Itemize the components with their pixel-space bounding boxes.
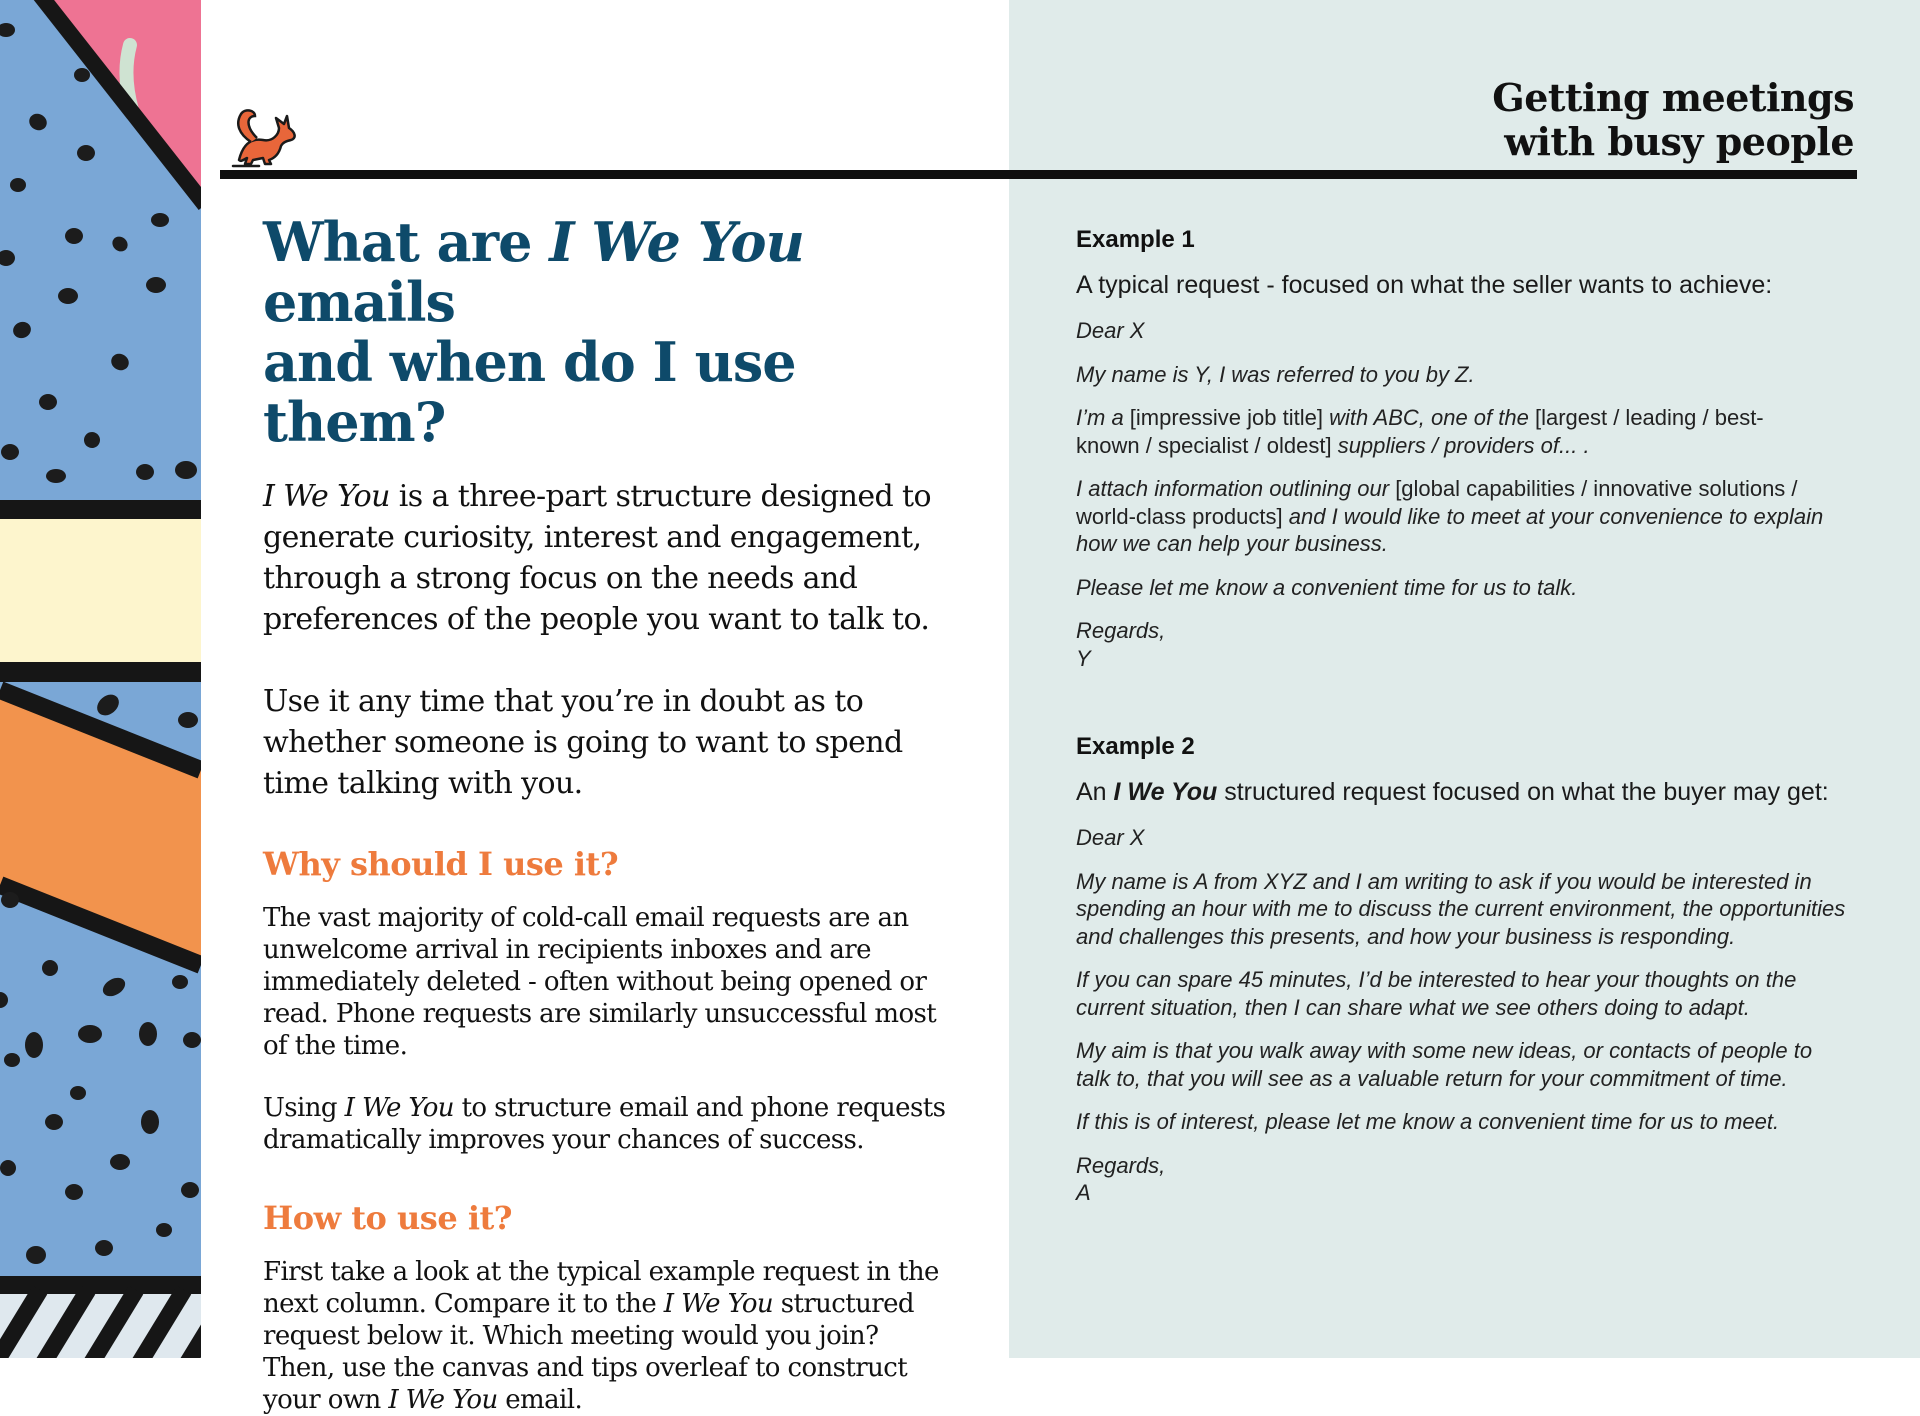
usage-paragraph xyxy=(263,681,973,804)
example-1-please-line: Please let me know a convenient time for us to talk. xyxy=(1076,574,1578,600)
email-text: spending an hour with me to discuss the current environment, the opportunities xyxy=(1076,896,1846,921)
body-text: unwelcome arrival in recipients inboxes and are xyxy=(263,935,871,965)
example-2-heading: Example 2 xyxy=(1076,733,1195,760)
intro-text: preferences of the people you want to talk to. xyxy=(263,602,930,637)
email-text: suppliers / providers of... . xyxy=(1331,432,1590,458)
emphasis-text: I We You xyxy=(663,1289,774,1319)
email-text: My name is A from XYZ and I am writing to ask if you would be interested in xyxy=(1076,868,1812,894)
email-text: and challenges this presents, and how your business is responding. xyxy=(1076,923,1736,949)
body-text: email. xyxy=(497,1385,583,1415)
example-2-paragraph xyxy=(1076,868,1866,951)
header-title-line: with busy people xyxy=(1504,119,1854,164)
intro-text: through a strong focus on the needs and xyxy=(263,561,858,596)
fox-icon xyxy=(229,104,299,168)
why-paragraph xyxy=(263,902,973,1062)
email-text: My aim is that you walk away with some new ideas, or contacts of people to xyxy=(1076,1038,1813,1063)
example-1-signoff xyxy=(1076,617,1866,672)
emphasis-text: I We You xyxy=(263,479,390,514)
benefit-paragraph xyxy=(263,1092,973,1156)
body-text: request below it. Which meeting would you join? xyxy=(263,1321,879,1351)
placeholder-text: [global capabilities / innovative solutions / xyxy=(1395,476,1798,501)
memphis-pattern-graphic xyxy=(0,0,201,1358)
emphasis-text: I We You xyxy=(344,1093,454,1123)
page-title xyxy=(263,212,973,452)
body-text: structured xyxy=(773,1289,914,1319)
example-2-greeting: Dear X xyxy=(1076,825,1145,850)
example-1-heading: Example 1 xyxy=(1076,226,1195,253)
emphasis-text: I We You xyxy=(388,1385,498,1415)
body-text: The vast majority of cold-call email requests are an xyxy=(263,903,909,933)
example-2-paragraph xyxy=(1076,966,1866,1021)
email-text: If you can spare 45 minutes, I’d be interested to hear your thoughts on the xyxy=(1076,967,1797,992)
title-text: What are xyxy=(263,210,550,274)
email-text: how we can help your business. xyxy=(1076,531,1388,556)
left-column xyxy=(263,212,973,1416)
title-emphasis: I We You xyxy=(549,210,804,274)
example-1-greeting: Dear X xyxy=(1076,318,1145,343)
email-text: Y xyxy=(1076,645,1091,671)
intro-paragraph xyxy=(263,476,973,640)
example-2-intro xyxy=(1076,777,1866,808)
body-text: Using xyxy=(263,1093,345,1123)
body-text: to structure email and phone requests xyxy=(453,1093,946,1123)
usage-text: Use it any time that you’re in doubt as to xyxy=(263,684,864,719)
body-text: immediately deleted - often without being opened or xyxy=(263,967,927,997)
body-text: next column. Compare it to the xyxy=(263,1289,664,1319)
intro-text: generate curiosity, interest and engagement, xyxy=(263,520,922,555)
header-title-line: Getting meetings xyxy=(1492,75,1854,120)
decorative-pattern-strip xyxy=(0,0,201,1358)
placeholder-text: known / specialist / oldest] xyxy=(1076,432,1332,458)
placeholder-text: [largest / leading / best- xyxy=(1534,405,1764,430)
example-1-name-line: My name is Y, I was referred to you by Z. xyxy=(1076,361,1475,387)
example-1-job-line xyxy=(1076,404,1866,459)
body-text: of the time. xyxy=(263,1031,408,1061)
title-text: and when do I use them? xyxy=(263,330,796,454)
example-1-intro: A typical request - focused on what the seller wants to achieve: xyxy=(1076,271,1773,299)
usage-text: time talking with you. xyxy=(263,766,583,801)
email-text: talk to, that you will see as a valuable return for your commitment of time. xyxy=(1076,1065,1788,1091)
examples-column xyxy=(1076,225,1866,1207)
intro-text: is a three-part structure designed to xyxy=(389,479,931,514)
body-text: your own xyxy=(263,1385,389,1415)
example-2-paragraph: If this is of interest, please let me know a convenient time for us to meet. xyxy=(1076,1109,1780,1134)
body-text: dramatically improves your chances of success. xyxy=(263,1125,864,1155)
email-text: A xyxy=(1076,1180,1091,1205)
how-paragraph xyxy=(263,1256,973,1416)
email-text: and I would like to meet at your convenience to explain xyxy=(1282,503,1824,529)
email-text: Regards, xyxy=(1076,618,1166,643)
email-text: current situation, then I can share what we see others doing to adapt. xyxy=(1076,994,1750,1020)
placeholder-text: [impressive job title] xyxy=(1129,405,1323,430)
body-text: read. Phone requests are similarly unsuccessful most xyxy=(263,999,937,1029)
usage-text: whether someone is going to want to spend xyxy=(263,725,903,760)
document-header-title xyxy=(1492,76,1854,164)
example-2-signoff xyxy=(1076,1152,1866,1207)
body-text: First take a look at the typical example request in the xyxy=(263,1257,939,1287)
emphasis-text: I We You xyxy=(1113,778,1218,806)
email-text: Regards, xyxy=(1076,1152,1166,1178)
email-text: I attach information outlining our xyxy=(1076,476,1396,501)
email-text: with ABC, one of the xyxy=(1322,405,1535,430)
example-1-attach-line xyxy=(1076,475,1866,558)
body-text: Then, use the canvas and tips overleaf to construct xyxy=(263,1353,908,1383)
intro-text: An xyxy=(1076,778,1114,806)
how-heading: How to use it? xyxy=(263,1199,512,1237)
why-heading: Why should I use it? xyxy=(263,845,619,883)
email-text: I’m a xyxy=(1076,405,1130,430)
title-text: emails xyxy=(263,270,455,334)
placeholder-text: world-class products] xyxy=(1076,503,1283,529)
example-2-paragraph xyxy=(1076,1037,1866,1092)
intro-text: structured request focused on what the buyer may get: xyxy=(1217,778,1829,806)
header-rule xyxy=(220,170,1857,179)
